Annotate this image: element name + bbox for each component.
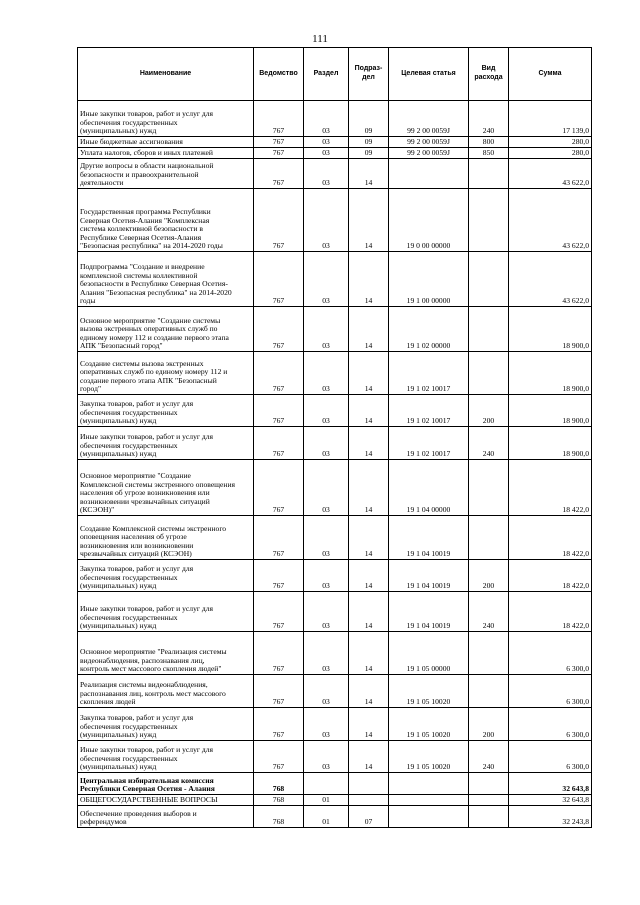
row-section: 03: [304, 741, 349, 773]
row-section: 03: [304, 516, 349, 560]
table-row: [78, 460, 592, 516]
row-subsection: 14: [349, 427, 389, 460]
row-expense-type: 200: [469, 708, 509, 741]
row-name: Уплата налогов, сборов и иных платежей: [78, 148, 254, 159]
header-section: Раздел: [304, 48, 349, 101]
row-amount: 18 900,0: [509, 427, 592, 460]
row-expense-type: [469, 159, 509, 189]
row-subsection: [349, 773, 389, 795]
row-amount: 32 643,8: [509, 773, 592, 795]
row-article: 19 1 02 10017: [389, 395, 469, 427]
row-subsection: 14: [349, 560, 389, 592]
row-section: 03: [304, 632, 349, 675]
row-amount: 32 643,8: [509, 795, 592, 806]
row-section: 03: [304, 189, 349, 252]
row-expense-type: [469, 460, 509, 516]
row-amount: 18 900,0: [509, 307, 592, 352]
row-department: 767: [254, 592, 304, 632]
row-subsection: 09: [349, 148, 389, 159]
row-article: 19 1 05 10020: [389, 708, 469, 741]
row-section: 01: [304, 795, 349, 806]
row-section: 03: [304, 137, 349, 148]
row-subsection: 09: [349, 101, 389, 137]
row-article: 19 1 02 10017: [389, 427, 469, 460]
header-subsection: Подраз- дел: [349, 48, 389, 101]
row-name: Закупка товаров, работ и услуг для обеспечения государственных (муниципальных) нужд: [78, 560, 254, 592]
row-article: [389, 806, 469, 828]
row-subsection: 14: [349, 675, 389, 708]
row-article: 19 1 04 10019: [389, 592, 469, 632]
row-amount: 6 300,0: [509, 741, 592, 773]
row-name: Основное мероприятие "Создание Комплексной системы экстренного оповещения населения об угрозе возникновения или возникновении чрезвычайных ситуаций (КСЭОН)": [78, 460, 254, 516]
row-article: 19 1 04 00000: [389, 460, 469, 516]
row-department: 767: [254, 632, 304, 675]
row-department: 767: [254, 708, 304, 741]
row-subsection: 14: [349, 307, 389, 352]
row-expense-type: [469, 675, 509, 708]
row-name: Создание Комплексной системы экстренного оповещения населения об угрозе возникновения или возникновении чрезвычайных ситуаций (КСЭОН): [78, 516, 254, 560]
table-row: [78, 427, 592, 460]
row-subsection: 07: [349, 806, 389, 828]
row-article: 99 2 00 0059J: [389, 148, 469, 159]
header-name: Наименование: [78, 48, 254, 101]
row-expense-type: [469, 189, 509, 252]
table-row: [78, 795, 592, 806]
row-amount: 43 622,0: [509, 252, 592, 307]
row-expense-type: 200: [469, 560, 509, 592]
row-article: 19 1 04 10019: [389, 560, 469, 592]
row-department: 767: [254, 137, 304, 148]
header-article: Целевая статья: [389, 48, 469, 101]
table-row: [78, 592, 592, 632]
row-section: 03: [304, 252, 349, 307]
table-row: [78, 307, 592, 352]
row-department: 768: [254, 773, 304, 795]
row-section: 03: [304, 675, 349, 708]
row-department: 767: [254, 560, 304, 592]
table-row: [78, 708, 592, 741]
row-name: Государственная программа Республики Северная Осетия-Алания "Комплексная система коллективной безопасности в Республике Северная Осетия-Алания "Безопасная республика" на 2014-2020 годы: [78, 189, 254, 252]
row-article: 19 1 05 00000: [389, 632, 469, 675]
row-section: [304, 773, 349, 795]
row-subsection: 14: [349, 592, 389, 632]
row-name: Реализация системы видеонаблюдения, распознавания лиц, контроль мест массового скопления людей: [78, 675, 254, 708]
row-amount: 17 139,0: [509, 101, 592, 137]
row-subsection: 14: [349, 159, 389, 189]
row-article: 19 1 04 10019: [389, 516, 469, 560]
row-amount: 6 300,0: [509, 675, 592, 708]
row-expense-type: 800: [469, 137, 509, 148]
row-expense-type: 850: [469, 148, 509, 159]
row-name: Иные закупки товаров, работ и услуг для обеспечения государственных (муниципальных) нужд: [78, 592, 254, 632]
row-name: Основное мероприятие "Создание системы вызова экстренных оперативных служб по единому номеру 112 и создание первого этапа АПК "Безопасный город": [78, 307, 254, 352]
header-department: Ведомство: [254, 48, 304, 101]
row-department: 767: [254, 307, 304, 352]
row-name: Создание системы вызова экстренных оперативных служб по единому номеру 112 и создание первого этапа АПК "Безопасный город": [78, 352, 254, 395]
row-subsection: 14: [349, 516, 389, 560]
row-expense-type: 240: [469, 741, 509, 773]
row-section: 03: [304, 148, 349, 159]
row-department: 767: [254, 675, 304, 708]
row-section: 03: [304, 460, 349, 516]
row-name: Иные закупки товаров, работ и услуг для обеспечения государственных (муниципальных) нужд: [78, 101, 254, 137]
header-expense-type: Вид расхода: [469, 48, 509, 101]
row-expense-type: 240: [469, 592, 509, 632]
row-section: 01: [304, 806, 349, 828]
row-amount: 43 622,0: [509, 159, 592, 189]
table-row: [78, 137, 592, 148]
table-row: [78, 189, 592, 252]
table-row: [78, 252, 592, 307]
row-department: 767: [254, 352, 304, 395]
row-amount: 280,0: [509, 148, 592, 159]
row-expense-type: 200: [469, 395, 509, 427]
table-row: [78, 516, 592, 560]
row-expense-type: [469, 632, 509, 675]
row-subsection: 09: [349, 137, 389, 148]
row-name: ОБЩЕГОСУДАРСТВЕННЫЕ ВОПРОСЫ: [78, 795, 254, 806]
row-expense-type: [469, 795, 509, 806]
row-department: 767: [254, 427, 304, 460]
row-article: 99 2 00 0059J: [389, 101, 469, 137]
row-section: 03: [304, 307, 349, 352]
row-amount: 18 422,0: [509, 560, 592, 592]
row-department: 767: [254, 395, 304, 427]
table-row: [78, 352, 592, 395]
row-expense-type: 240: [469, 427, 509, 460]
row-department: 767: [254, 189, 304, 252]
row-subsection: [349, 795, 389, 806]
row-name: Закупка товаров, работ и услуг для обеспечения государственных (муниципальных) нужд: [78, 395, 254, 427]
row-name: Подпрограмма "Создание и внедрение комплексной системы коллективной безопасности в Республике Северная Осетия- Алания "Безопасная республика" на 2014-2020 годы: [78, 252, 254, 307]
row-name: Другие вопросы в области национальной безопасности и правоохранительной деятельности: [78, 159, 254, 189]
table-row: [78, 741, 592, 773]
row-article: 19 1 02 00000: [389, 307, 469, 352]
row-article: [389, 159, 469, 189]
row-expense-type: 240: [469, 101, 509, 137]
row-section: 03: [304, 560, 349, 592]
row-subsection: 14: [349, 395, 389, 427]
row-amount: 18 422,0: [509, 460, 592, 516]
row-department: 767: [254, 460, 304, 516]
row-amount: 18 422,0: [509, 516, 592, 560]
row-department: 768: [254, 795, 304, 806]
row-section: 03: [304, 101, 349, 137]
row-department: 767: [254, 741, 304, 773]
row-amount: 6 300,0: [509, 632, 592, 675]
header-amount: Сумма: [509, 48, 592, 101]
row-subsection: 14: [349, 189, 389, 252]
row-expense-type: [469, 773, 509, 795]
row-article: 19 0 00 00000: [389, 189, 469, 252]
row-expense-type: [469, 307, 509, 352]
row-amount: 18 900,0: [509, 352, 592, 395]
row-amount: 32 243,8: [509, 806, 592, 828]
row-section: 03: [304, 352, 349, 395]
row-article: 19 1 05 10020: [389, 675, 469, 708]
row-section: 03: [304, 159, 349, 189]
row-article: 19 1 05 10020: [389, 741, 469, 773]
row-article: [389, 795, 469, 806]
table-row: [78, 632, 592, 675]
row-department: 768: [254, 806, 304, 828]
row-expense-type: [469, 352, 509, 395]
row-article: 19 1 02 10017: [389, 352, 469, 395]
row-name: Закупка товаров, работ и услуг для обеспечения государственных (муниципальных) нужд: [78, 708, 254, 741]
row-name: Основное мероприятие "Реализация системы видеонаблюдения, распознавания лиц, контроль мест массового скопления людей": [78, 632, 254, 675]
row-subsection: 14: [349, 632, 389, 675]
row-amount: 280,0: [509, 137, 592, 148]
table-row: [78, 148, 592, 159]
row-department: 767: [254, 159, 304, 189]
row-section: 03: [304, 427, 349, 460]
table-row: [78, 395, 592, 427]
row-department: 767: [254, 516, 304, 560]
row-department: 767: [254, 252, 304, 307]
table-row: [78, 675, 592, 708]
row-section: 03: [304, 708, 349, 741]
row-department: 767: [254, 148, 304, 159]
table-row: [78, 101, 592, 137]
row-name: Иные бюджетные ассигнования: [78, 137, 254, 148]
row-department: 767: [254, 101, 304, 137]
table-row: [78, 806, 592, 828]
row-amount: 18 900,0: [509, 395, 592, 427]
row-article: 19 1 00 00000: [389, 252, 469, 307]
table-header-row: [78, 48, 592, 101]
row-article: [389, 773, 469, 795]
row-subsection: 14: [349, 460, 389, 516]
row-amount: 6 300,0: [509, 708, 592, 741]
table-row: [78, 159, 592, 189]
table-row: [78, 773, 592, 795]
row-section: 03: [304, 395, 349, 427]
row-name: Иные закупки товаров, работ и услуг для обеспечения государственных (муниципальных) нужд: [78, 427, 254, 460]
budget-table: [77, 47, 592, 828]
row-subsection: 14: [349, 708, 389, 741]
row-name: Обеспечение проведения выборов и референдумов: [78, 806, 254, 828]
table-row: [78, 560, 592, 592]
row-subsection: 14: [349, 741, 389, 773]
row-article: 99 2 00 0059J: [389, 137, 469, 148]
row-section: 03: [304, 592, 349, 632]
row-name: Центральная избирательная комиссия Республики Северная Осетия - Алания: [78, 773, 254, 795]
row-subsection: 14: [349, 252, 389, 307]
row-amount: 18 422,0: [509, 592, 592, 632]
page-number: 111: [312, 33, 328, 45]
row-subsection: 14: [349, 352, 389, 395]
row-amount: 43 622,0: [509, 189, 592, 252]
row-expense-type: [469, 806, 509, 828]
row-expense-type: [469, 516, 509, 560]
row-name: Иные закупки товаров, работ и услуг для обеспечения государственных (муниципальных) нужд: [78, 741, 254, 773]
row-expense-type: [469, 252, 509, 307]
